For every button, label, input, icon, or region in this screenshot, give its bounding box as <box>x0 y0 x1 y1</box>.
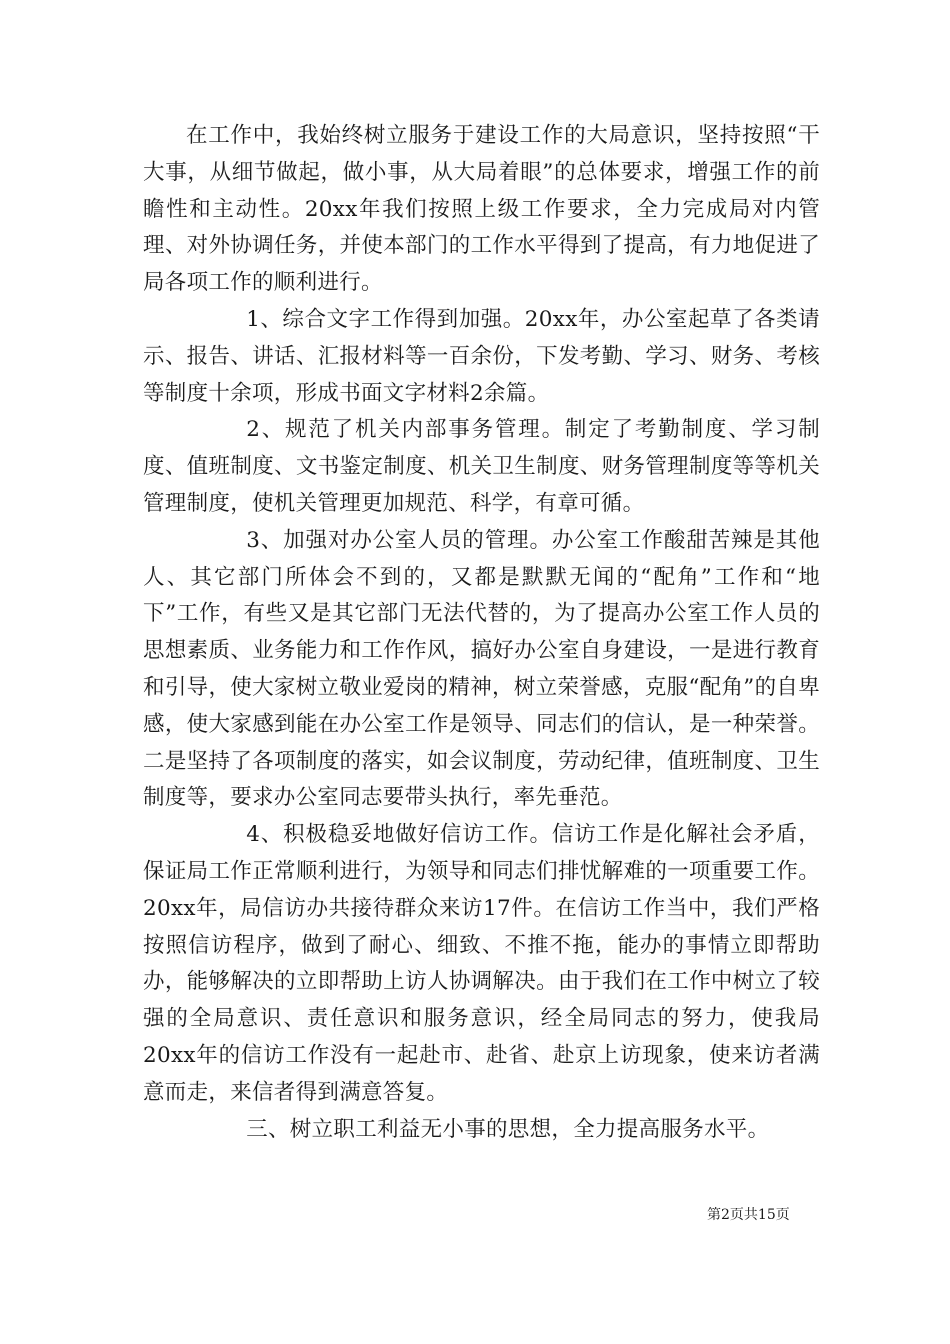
paragraph-item-2: 2、规范了机关内部事务管理。制定了考勤制度、学习制度、值班制度、文书鉴定制度、机关卫生制度、财务管理制度等等机关管理制度，使机关管理更加规范、科学，有章可循。 <box>143 417 820 516</box>
paragraph-item-1: 1、综合文字工作得到加强。20xx年，办公室起草了各类请示、报告、讲话、汇报材料等一百余份，下发考勤、学习、财务、考核等制度十余项，形成书面文字材料2余篇。 <box>143 306 820 406</box>
document-body <box>143 118 820 1148</box>
paragraph-intro: 在工作中，我始终树立服务于建设工作的大局意识，坚持按照“干大事，从细节做起，做小事，从大局着眼”的总体要求，增强工作的前瞻性和主动性。20xx年我们按照上级工作要求，全力完成局对内管理、对外协调任务，并使本部门的工作水平得到了提高，有力地促进了局各项工作的顺利进行。 <box>143 123 820 296</box>
paragraph-item-3: 3、加强对办公室人员的管理。办公室工作酸甜苦辣是其他人、其它部门所体会不到的，又都是默默无闻的“配角”工作和“地下”工作，有些又是其它部门无法代替的，为了提高办公室工作人员的思想素质、业务能力和工作作风，搞好办公室自身建设，一是进行教育和引导，使大家树立敬业爱岗的精神，树立荣誉感，克服“配角”的自卑感，使大家感到能在办公室工作是领导、同志们的信认，是一种荣誉。二是坚持了各项制度的落实，如会议制度，劳动纪律，值班制度、卫生制度等，要求办公室同志要带头执行，率先垂范。 <box>143 527 820 811</box>
paragraph-item-4: 4、积极稳妥地做好信访工作。信访工作是化解社会矛盾，保证局工作正常顺利进行，为领导和同志们排忧解难的一项重要工作。20xx年，局信访办共接待群众来访17件。在信访工作当中，我们严格按照信访程序，做到了耐心、细致、不推不拖，能办的事情立即帮助办，能够解决的立即帮助上访人协调解决。由于我们在工作中树立了较强的全局意识、责任意识和服务意识，经全局同志的努力，使我局20xx年的信访工作没有一起赴市、赴省、赴京上访现象，使来访者满意而走，来信者得到满意答复。 <box>143 822 820 1105</box>
section-heading-3: 三、树立职工利益无小事的思想，全力提高服务水平。 <box>246 1116 770 1142</box>
page-number-footer: 第2页共15页 <box>707 1207 790 1223</box>
